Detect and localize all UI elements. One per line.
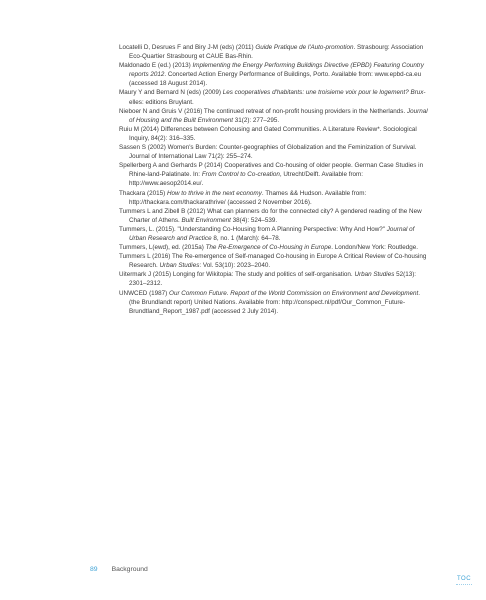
reference-title: Our Common Future. Report of the World Commission on Environment and Development — [169, 289, 419, 297]
reference-title: Guide Pratique de l'Auto-promotion — [255, 44, 354, 51]
reference-text: Tummers L (2016) The Re-emergence of Self-managed Co-housing in Europe A Critical Review of Co-housing Research. — [119, 253, 427, 270]
toc-label[interactable]: TOC — [456, 576, 472, 582]
reference-text: Sassen S (2002) Women's Burden: Counter-geographies of Globalization and the Feminization of Survival. Journal of International Law 71(2): 255–274. — [119, 144, 417, 161]
reference-text: Tummers L and Zibell B (2012) What can planners do for the connected city? A gendered reading of the New Charter of Athens. — [119, 207, 422, 224]
page-number: 89 — [90, 566, 98, 573]
reference-tail: . Thames && Hudson. Available from: http://thackara.com/thackarathrive/ (accessed 2 November 2016). — [129, 189, 367, 206]
reference-entry — [119, 161, 431, 188]
toc-dots-icon — [456, 584, 472, 587]
reference-text: Locatelli D, Desrues F and Biry J-M (eds) (2011) — [119, 44, 256, 51]
reference-entry — [119, 270, 431, 288]
reference-entry — [119, 143, 431, 161]
reference-tail: , Utrecht/Delft. Available from: http://www.aesop2014.eu/. — [129, 171, 364, 188]
reference-entry — [119, 43, 431, 61]
reference-entry — [119, 225, 431, 243]
reference-title: Urban Studies — [354, 271, 395, 279]
reference-text: Ruiu M (2014) Differences between Cohousing and Gated Communities. A Literature Review*. Sociological Inquiry, 84(2): 316–335. — [119, 125, 417, 142]
section-title: Background — [111, 566, 148, 573]
reference-text: Tummers, L(ewd), ed. (2015a) — [119, 244, 206, 252]
reference-text: Thackara (2015) — [119, 189, 167, 197]
reference-text: Maury Y and Bernard N (eds) (2009) — [119, 89, 223, 97]
reference-text: Tummers, L. (2015). "Understanding Co-Housing from A Planning Perspective: Why And How?" — [119, 225, 387, 233]
reference-list — [119, 43, 431, 316]
reference-title: Journal of Housing and the Built Environment — [129, 107, 428, 124]
reference-title: Implementing the Energy Performing Buildings Directive (EPBD) Featuring Country reports 2012 — [129, 62, 424, 79]
reference-entry — [119, 125, 431, 143]
reference-text: Nieboer N and Gruis V (2016) The continued retreat of non-profit housing providers in the Netherlands. — [119, 107, 407, 115]
reference-tail: 8, no. 1 (March): 64–78. — [211, 234, 281, 242]
reference-text: Maldonado E (ed.) (2013) — [119, 62, 193, 70]
reference-tail: 31(2): 277–295. — [232, 116, 280, 124]
reference-title: From Control to Co-creation — [201, 171, 280, 179]
reference-title: Les cooperatives d'habitants: une troisieme voix pour le logement? Brux- — [222, 89, 426, 97]
reference-entry — [119, 107, 431, 125]
reference-title: How to thrive in the next economy — [166, 189, 262, 197]
reference-title: Urban Studies — [159, 262, 200, 270]
reference-entry — [119, 61, 431, 88]
reference-tail: . London/New York: Routledge. — [331, 244, 419, 252]
reference-title: Journal of Urban Research and Practice — [129, 225, 415, 242]
reference-tail: . Strasbourg: Association Eco-Quartier Strasbourg et CAUE Bas-Rhin. — [129, 44, 424, 61]
reference-tail: . Concerted Action Energy Performance of Buildings, Porto. Available from: www.epbd-ca.eu (accessed 18 August 2014). — [129, 71, 422, 88]
reference-entry — [119, 289, 431, 316]
reference-entry — [119, 207, 431, 225]
reference-entry — [119, 243, 431, 252]
reference-entry — [119, 252, 431, 270]
reference-title: Built Environment — [181, 216, 231, 224]
reference-tail: . (the Brundlandt report) United Nations. Available from: http://conspect.nl/pdf/Our_Common_Future-Brundtland_Report_1987.pdf (accessed 2 July 2014). — [129, 289, 420, 315]
reference-tail: elles: editions Bruylant. — [129, 98, 194, 106]
reference-title: The Re-Emergence of Co-Housing in Europe — [205, 244, 332, 252]
reference-entry — [119, 88, 431, 106]
reference-tail: : Vol. 53(10): 2023–2040. — [199, 262, 271, 270]
reference-tail: 38(4): 524–539. — [230, 216, 278, 224]
reference-text: Uitermark J (2015) Longing for Wikitopia: The study and politics of self-organisation. — [119, 271, 355, 279]
page-footer — [90, 565, 148, 574]
reference-text: Spellerberg A and Gerhards P (2014) Cooperatives and Co-housing of older people. German Case Studies in Rhine-land-Palatinate. In: — [119, 162, 424, 179]
reference-text: UNWCED (1987) — [119, 289, 170, 297]
reference-tail: 52(13): 2301–2312. — [129, 271, 417, 288]
reference-entry — [119, 189, 431, 207]
toc-button[interactable] — [455, 576, 473, 587]
